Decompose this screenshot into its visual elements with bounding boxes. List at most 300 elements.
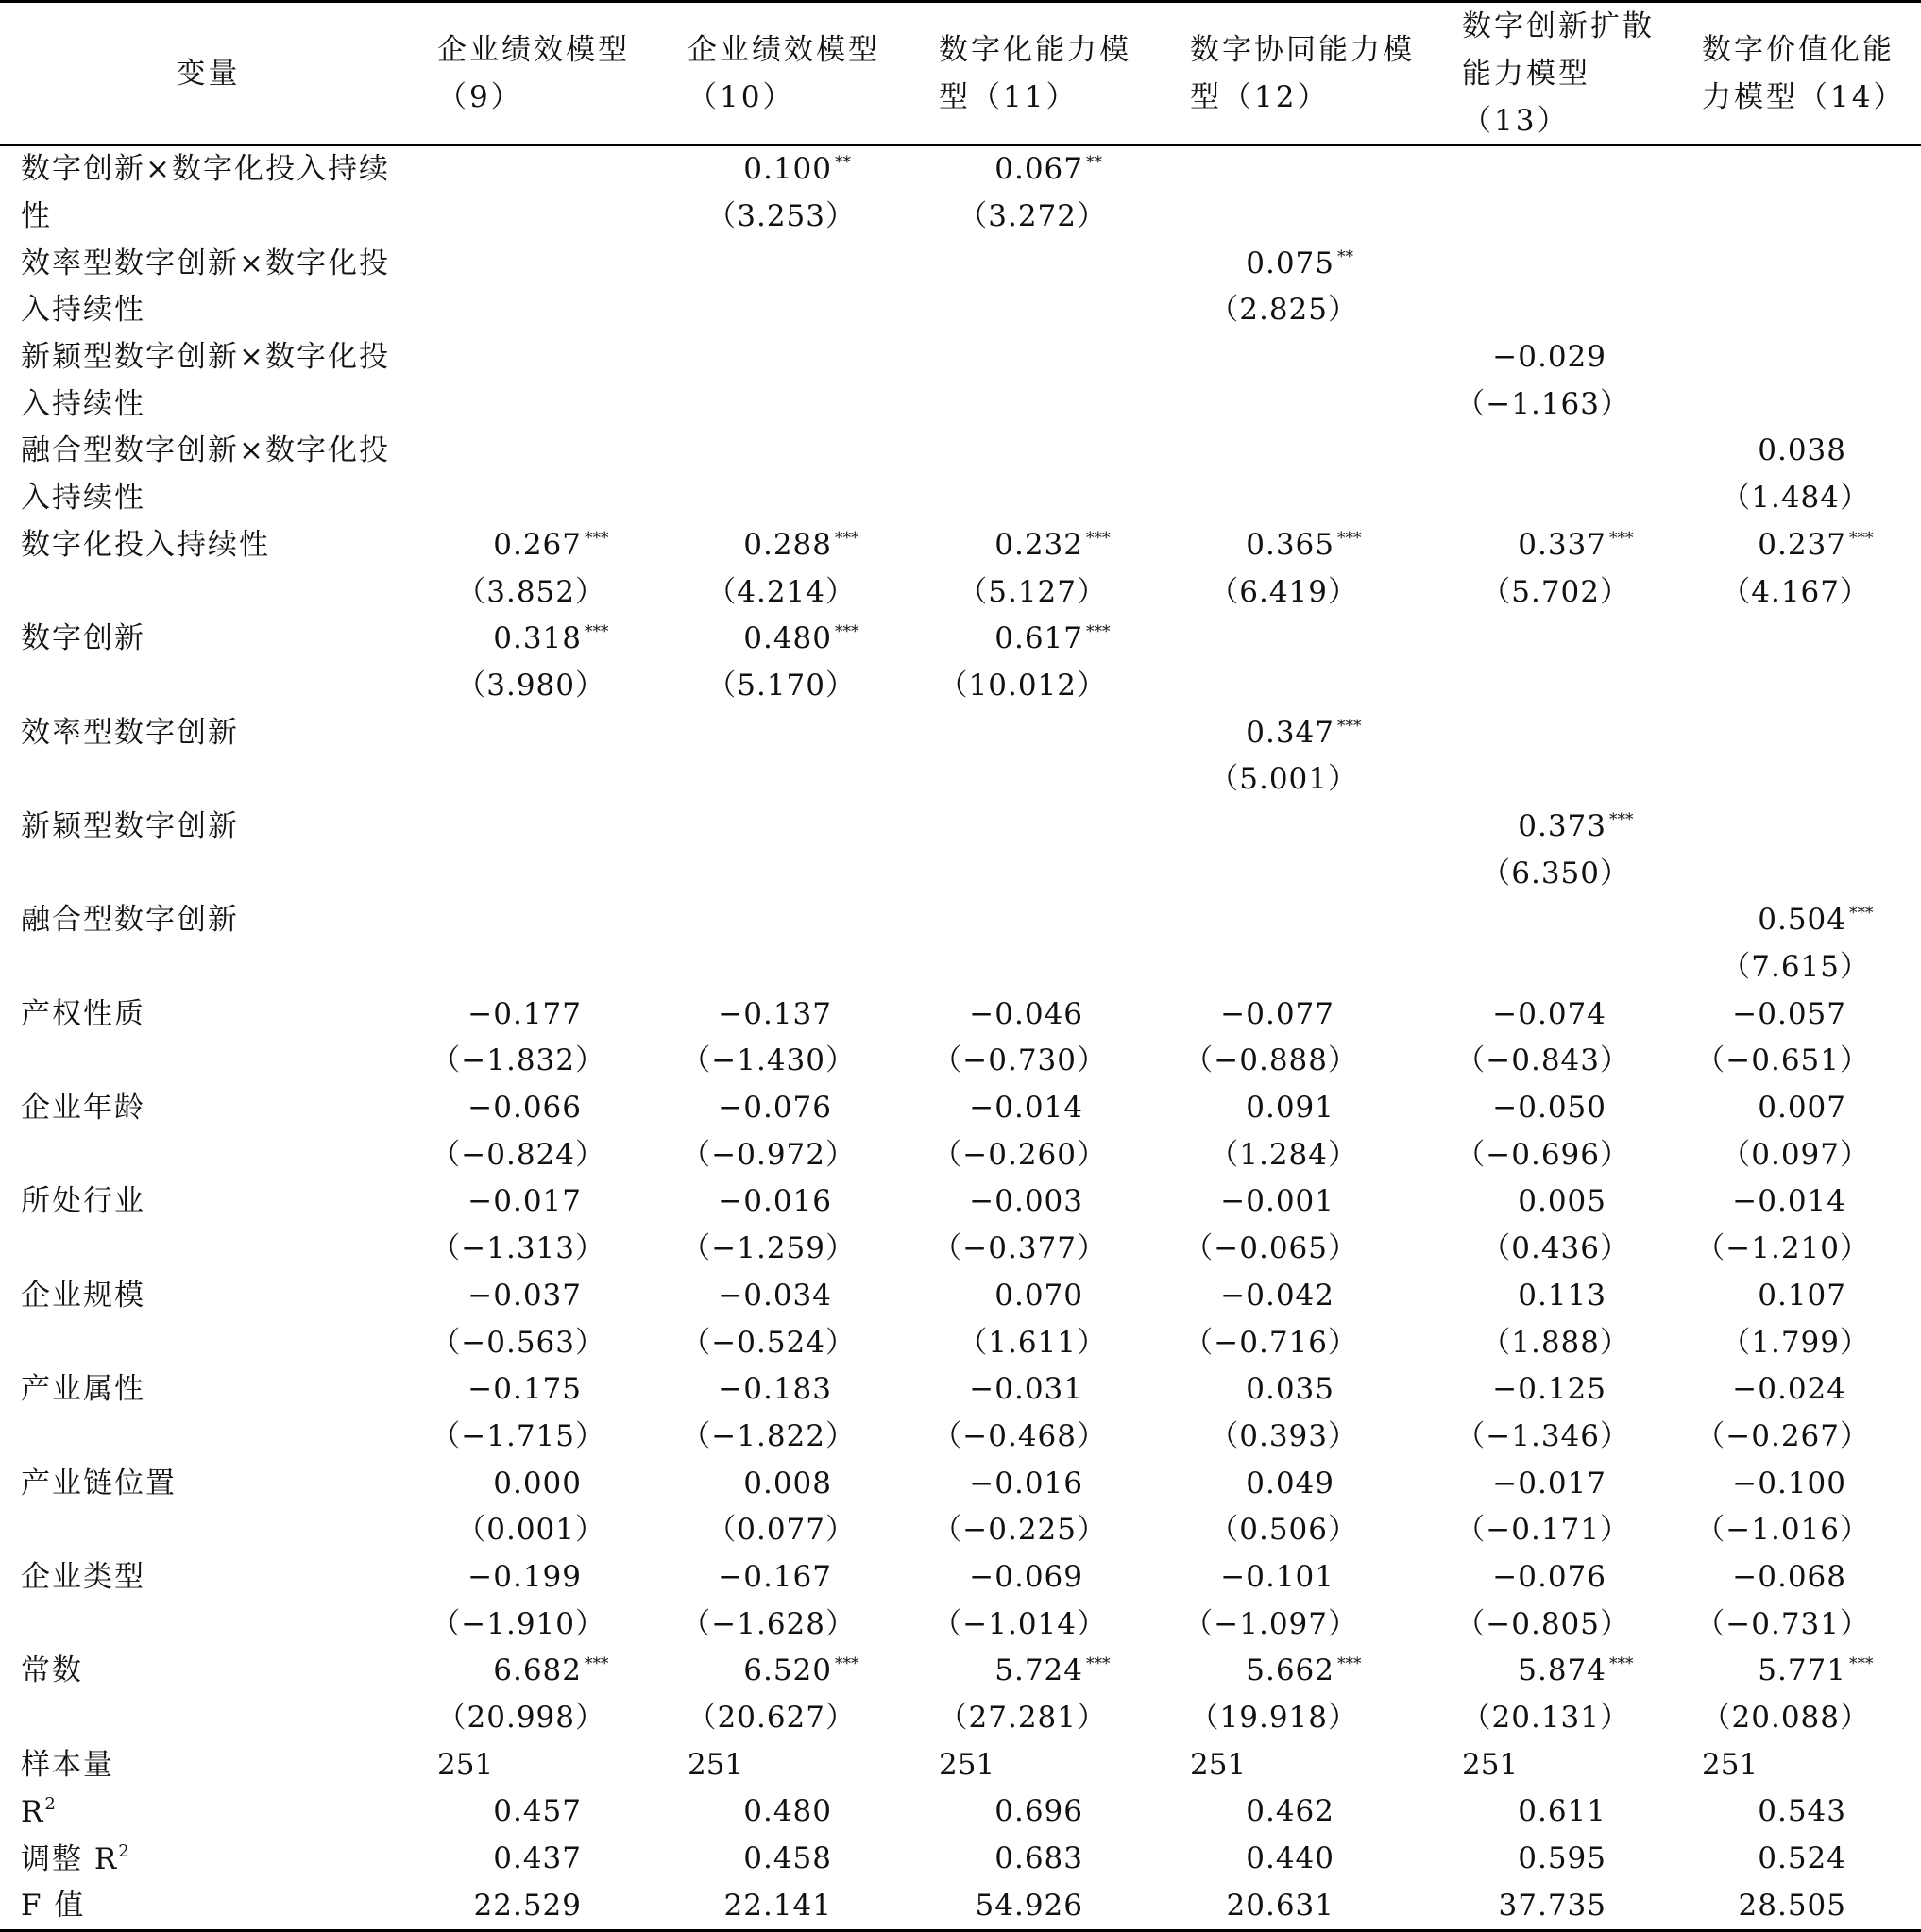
coefficient-value: −0.029 [1492,340,1606,375]
table-row [0,1131,1921,1178]
significance-stars: *** [1086,528,1111,548]
model-cell [416,897,667,944]
variable-label [0,1836,416,1883]
coefficient-value: −0.076 [1492,1559,1606,1594]
significance-stars: *** [1849,1654,1874,1674]
coefficient-value: 0.100 [743,152,832,187]
variable-label [0,522,416,569]
table-row [0,1507,1921,1554]
model-cell [416,1085,667,1132]
coefficient-value: 0.075 [1246,246,1334,280]
model-cell [918,1741,1169,1788]
variable-label [0,1131,416,1178]
significance-stars: *** [1609,528,1634,548]
table-row [0,709,1921,756]
t-statistic: （−1.832） [431,1043,605,1078]
significance-stars: *** [1086,622,1111,642]
coefficient-value: −0.016 [718,1184,832,1219]
superscript: 2 [44,1794,58,1815]
model-cell [416,1319,667,1366]
t-statistic: （−1.259） [681,1231,856,1266]
model-cell [667,428,918,475]
model-cell [918,475,1169,522]
significance-stars: *** [835,1654,859,1674]
model-cell [416,475,667,522]
model-cell [918,1460,1169,1507]
coefficient-value: −0.066 [468,1091,582,1126]
model-cell [667,1788,918,1836]
model-cell [1681,1273,1921,1320]
model-cell [1169,1882,1441,1930]
model-cell [667,1741,918,1788]
coefficient-value: −0.037 [468,1278,582,1313]
model-cell [918,1319,1169,1366]
model-cell [918,194,1169,241]
t-statistic: （0.077） [706,1513,856,1548]
variable-label [0,1460,416,1507]
coefficient-value: 0.091 [1246,1091,1334,1126]
model-cell [918,850,1169,897]
coefficient-value: 0.457 [493,1794,582,1829]
coefficient-value: −0.076 [718,1091,832,1126]
model-cell [918,991,1169,1038]
model-cell [416,428,667,475]
t-statistic: （19.918） [1189,1701,1358,1736]
model-cell [1169,568,1441,616]
variable-label-text: 所处行业 [21,1184,145,1219]
coefficient-value: −0.034 [718,1278,832,1313]
model-cell [918,709,1169,756]
t-statistic: （−0.468） [932,1418,1107,1453]
model-cell [667,1319,918,1366]
model-cell [918,145,1169,194]
model-cell [1681,145,1921,194]
t-statistic: （20.627） [687,1701,856,1736]
coefficient-value: −0.068 [1732,1559,1846,1594]
variable-label [0,568,416,616]
table-row [0,1038,1921,1085]
significance-stars: *** [835,622,859,642]
model-cell [667,850,918,897]
model-cell [918,1085,1169,1132]
coefficient-value: 0.232 [994,527,1083,562]
coefficient-value: −0.017 [1492,1466,1606,1500]
model-cell [416,991,667,1038]
coefficient-value: 0.067 [994,152,1083,187]
model-cell [1681,568,1921,616]
model-cell [1169,1741,1441,1788]
model-cell [1441,709,1681,756]
model-cell [667,1366,918,1414]
table-row [0,240,1921,287]
model-cell [1169,1319,1441,1366]
coefficient-value: −0.069 [969,1559,1083,1594]
model-cell [667,194,918,241]
t-statistic: （−1.430） [681,1043,856,1078]
variable-label-text: 企业规模 [21,1278,145,1313]
t-statistic: （4.214） [706,574,856,609]
model-cell [667,145,918,194]
t-statistic: （1.888） [1481,1325,1630,1360]
model-cell [918,1836,1169,1883]
significance-stars: *** [1337,1654,1362,1674]
model-cell [918,756,1169,804]
significance-stars: ** [1337,246,1353,266]
model-cell [416,1178,667,1226]
model-cell [1441,1273,1681,1320]
model-cell [1441,756,1681,804]
coefficient-value: 6.520 [743,1653,832,1688]
coefficient-value: 37.735 [1498,1888,1606,1923]
variable-label-text: 调整 R [21,1842,119,1877]
coefficient-value: −0.017 [468,1184,582,1219]
model-cell [918,1507,1169,1554]
table-row [0,897,1921,944]
model-cell [1441,1882,1681,1930]
model-column-header: 数字化能力模型（11） [939,33,1131,114]
model-cell [918,1695,1169,1742]
significance-stars: *** [585,622,609,642]
model-cell [667,616,918,663]
variable-label [0,1414,416,1461]
t-statistic: （0.506） [1209,1513,1358,1548]
model-cell [416,1366,667,1414]
variable-label [0,1226,416,1273]
sample-size-value: 251 [688,1747,744,1782]
model-cell [1681,663,1921,710]
t-statistic: （−0.696） [1455,1137,1630,1172]
model-cell [667,1460,918,1507]
model-cell [667,1178,918,1226]
model-cell [918,287,1169,334]
model-cell [1441,1836,1681,1883]
model-cell [1681,1319,1921,1366]
coefficient-value: −0.050 [1492,1091,1606,1126]
model-cell [1169,1695,1441,1742]
model-column-header: 企业绩效模型（9） [437,33,630,114]
coefficient-value: 0.005 [1518,1184,1606,1219]
model-cell [1681,1366,1921,1414]
model-cell [918,1601,1169,1648]
model-cell [1681,334,1921,381]
t-statistic: （5.702） [1481,574,1630,609]
coefficient-value: 0.107 [1758,1278,1846,1313]
model-cell [1441,287,1681,334]
t-statistic: （20.088） [1701,1701,1870,1736]
variable-label [0,1648,416,1695]
table-row [0,1882,1921,1930]
coefficient-value: 0.611 [1518,1794,1606,1829]
model-cell [918,334,1169,381]
t-statistic: （−0.843） [1455,1043,1630,1078]
model-cell [1681,804,1921,851]
model-cell [667,568,918,616]
variable-label [0,1366,416,1414]
model-cell [1169,991,1441,1038]
model-cell [1441,522,1681,569]
model-cell [1681,240,1921,287]
variable-label-text: 数字创新 [21,621,145,656]
t-statistic: （0.436） [1481,1231,1630,1266]
variable-label [0,709,416,756]
model-cell [1441,1695,1681,1742]
model-cell [416,1648,667,1695]
coefficient-value: 0.049 [1246,1466,1334,1500]
model-cell [1441,1085,1681,1132]
t-statistic: （3.272） [958,199,1107,234]
model-cell [1681,381,1921,428]
variable-label [0,194,416,241]
sample-size-value: 251 [1462,1747,1519,1782]
coefficient-value: 0.237 [1758,527,1846,562]
model-cell [667,1601,918,1648]
model-cell [416,1507,667,1554]
model-cell [1169,240,1441,287]
model-cell [1681,709,1921,756]
t-statistic: （27.281） [938,1701,1107,1736]
model-column-header: 数字协同能力模型（12） [1190,33,1415,114]
table-row [0,475,1921,522]
variable-label [0,1554,416,1602]
variable-label [0,1507,416,1554]
variable-label-text: F 值 [21,1888,86,1923]
t-statistic: （−1.014） [932,1606,1107,1641]
model-cell [1169,663,1441,710]
model-cell [416,709,667,756]
variable-label-text: 入持续性 [21,481,145,516]
table-row [0,616,1921,663]
table-row [0,944,1921,991]
significance-stars: *** [1609,1654,1634,1674]
table-row [0,1836,1921,1883]
t-statistic: （0.393） [1209,1418,1358,1453]
coefficient-value: −0.125 [1492,1372,1606,1407]
coefficient-value: −0.057 [1732,996,1846,1031]
model-cell [667,1695,918,1742]
coefficient-value: 0.000 [493,1466,582,1500]
t-statistic: （−0.171） [1455,1513,1630,1548]
coefficient-value: 54.926 [975,1888,1083,1923]
model-cell [416,804,667,851]
variable-label [0,991,416,1038]
variable-label [0,1085,416,1132]
model-cell [1441,194,1681,241]
variable-label [0,850,416,897]
model-cell [1169,944,1441,991]
model-cell [1169,194,1441,241]
variable-label-text: 融合型数字创新×数字化投 [21,433,390,468]
significance-stars: ** [835,153,851,173]
model-cell [918,944,1169,991]
model-column-header: 数字创新扩散能力模型（13） [1462,9,1655,138]
model-cell [1441,1741,1681,1788]
model-cell [667,381,918,428]
t-statistic: （−0.563） [431,1325,605,1360]
model-cell [1441,1226,1681,1273]
model-cell [667,1131,918,1178]
t-statistic: （2.825） [1209,293,1358,328]
coefficient-value: 5.874 [1518,1653,1606,1688]
t-statistic: （5.127） [958,574,1107,609]
coefficient-value: −0.016 [969,1466,1083,1500]
coefficient-value: −0.137 [718,996,832,1031]
model-cell [1169,428,1441,475]
model-cell [667,334,918,381]
model-cell [1441,1507,1681,1554]
coefficient-value: 0.437 [493,1841,582,1876]
model-cell [1681,1131,1921,1178]
t-statistic: （−0.730） [932,1043,1107,1078]
model-cell [1169,1273,1441,1320]
model-cell [918,1273,1169,1320]
coefficient-value: −0.031 [969,1372,1083,1407]
table-row [0,287,1921,334]
variable-label [0,1695,416,1742]
coefficient-value: 6.682 [493,1653,582,1688]
coefficient-value: −0.183 [718,1372,832,1407]
t-statistic: （3.852） [456,574,605,609]
variable-label [0,944,416,991]
table-row [0,568,1921,616]
significance-stars: *** [585,528,609,548]
coefficient-value: 0.035 [1246,1372,1334,1407]
table-row [0,1085,1921,1132]
t-statistic: （−1.822） [681,1418,856,1453]
table-header [0,2,1921,146]
t-statistic: （−0.651） [1695,1043,1870,1078]
variable-label [0,804,416,851]
model-cell [1681,1085,1921,1132]
t-statistic: （10.012） [938,668,1107,703]
model-cell [918,1882,1169,1930]
model-cell [1169,1414,1441,1461]
model-cell [1169,897,1441,944]
variable-column-header: 变量 [176,57,241,91]
sample-size-value: 251 [1702,1747,1759,1782]
t-statistic: （6.350） [1481,856,1630,890]
coefficient-value: 0.617 [994,621,1083,656]
model-cell [1681,616,1921,663]
table-row [0,1273,1921,1320]
model-cell [667,1882,918,1930]
model-cell [918,381,1169,428]
model-cell [1681,1507,1921,1554]
model-cell [416,1788,667,1836]
model-cell [416,381,667,428]
t-statistic: （4.167） [1721,574,1870,609]
variable-label-text: 新颖型数字创新×数字化投 [21,340,390,375]
variable-label [0,897,416,944]
coefficient-value: −0.167 [718,1559,832,1594]
model-cell [1681,522,1921,569]
coefficient-value: 0.288 [743,527,832,562]
model-cell [1169,1648,1441,1695]
model-cell [1441,1038,1681,1085]
table-row [0,1178,1921,1226]
table-row [0,804,1921,851]
variable-label [0,1788,416,1836]
variable-label [0,1741,416,1788]
model-cell [1681,1226,1921,1273]
model-cell [667,522,918,569]
model-cell [1169,145,1441,194]
coefficient-value: 0.365 [1246,527,1334,562]
coefficient-value: 22.529 [473,1888,582,1923]
variable-label [0,334,416,381]
t-statistic: （1.799） [1721,1325,1870,1360]
table-row [0,756,1921,804]
variable-label-text: 效率型数字创新×数字化投 [21,246,390,280]
coefficient-value: 20.631 [1226,1888,1334,1923]
variable-label [0,756,416,804]
significance-stars: ** [1086,153,1102,173]
coefficient-value: 5.662 [1246,1653,1334,1688]
model-cell [667,1226,918,1273]
model-cell [1441,381,1681,428]
coefficient-value: 0.683 [994,1841,1083,1876]
model-cell [1681,475,1921,522]
model-cell [667,1507,918,1554]
table-row [0,1601,1921,1648]
coefficient-value: −0.014 [969,1091,1083,1126]
variable-label [0,663,416,710]
model-cell [416,522,667,569]
model-cell [416,568,667,616]
variable-label-text: 数字化投入持续性 [21,527,270,562]
model-cell [1681,850,1921,897]
model-cell [1169,1836,1441,1883]
model-cell [416,1836,667,1883]
variable-label [0,616,416,663]
model-cell [1681,1460,1921,1507]
model-cell [1681,1741,1921,1788]
coefficient-value: 0.318 [493,621,582,656]
t-statistic: （−0.377） [932,1231,1107,1266]
coefficient-value: 0.504 [1758,903,1846,938]
variable-label [0,381,416,428]
model-cell [918,428,1169,475]
t-statistic: （0.097） [1721,1137,1870,1172]
coefficient-value: −0.003 [969,1184,1083,1219]
model-cell [1441,1178,1681,1226]
variable-label [0,145,416,194]
t-statistic: （20.998） [436,1701,605,1736]
coefficient-value: 0.462 [1246,1794,1334,1829]
model-cell [1441,1366,1681,1414]
variable-label-text: 新颖型数字创新 [21,808,239,843]
model-cell [1681,1178,1921,1226]
coefficient-value: 0.337 [1518,527,1606,562]
table-row [0,428,1921,475]
significance-stars: *** [835,528,859,548]
model-cell [1441,1131,1681,1178]
coefficient-value: −0.074 [1492,996,1606,1031]
model-cell [416,663,667,710]
model-cell [918,240,1169,287]
variable-label [0,475,416,522]
model-cell [1441,1319,1681,1366]
model-cell [918,1788,1169,1836]
model-cell [667,475,918,522]
table-row [0,381,1921,428]
model-cell [416,756,667,804]
variable-label-text: 性 [21,199,52,234]
model-cell [667,709,918,756]
model-cell [1441,428,1681,475]
coefficient-value: 0.008 [743,1466,832,1500]
model-cell [667,663,918,710]
model-cell [1169,1460,1441,1507]
